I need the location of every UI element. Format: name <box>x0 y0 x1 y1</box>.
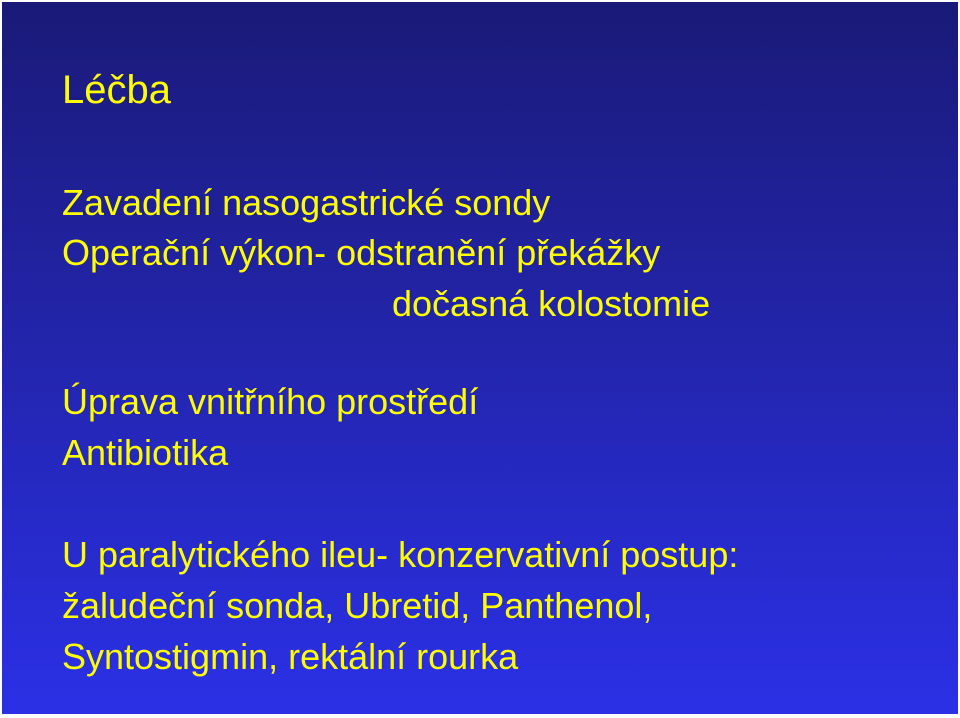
text-line-nasogastric-tube: Zavadení nasogastrické sondy <box>62 182 551 223</box>
text-line-surgery: Operační výkon- odstranění překážky <box>62 232 661 273</box>
slide <box>2 2 958 714</box>
text-line-syntostigmin: Syntostigmin, rektální rourka <box>62 636 519 677</box>
text-line-paralytic-ileus: U paralytického ileu- konzervativní postup: <box>62 534 739 575</box>
slide-title: Léčba <box>62 68 171 112</box>
text-line-antibiotics: Antibiotika <box>62 432 229 473</box>
text-line-internal-environment: Úprava vnitřního prostředí <box>62 381 479 422</box>
text-line-colostomy: dočasná kolostomie <box>392 283 711 324</box>
text-line-medications: žaludeční sonda, Ubretid, Panthenol, <box>62 585 653 626</box>
